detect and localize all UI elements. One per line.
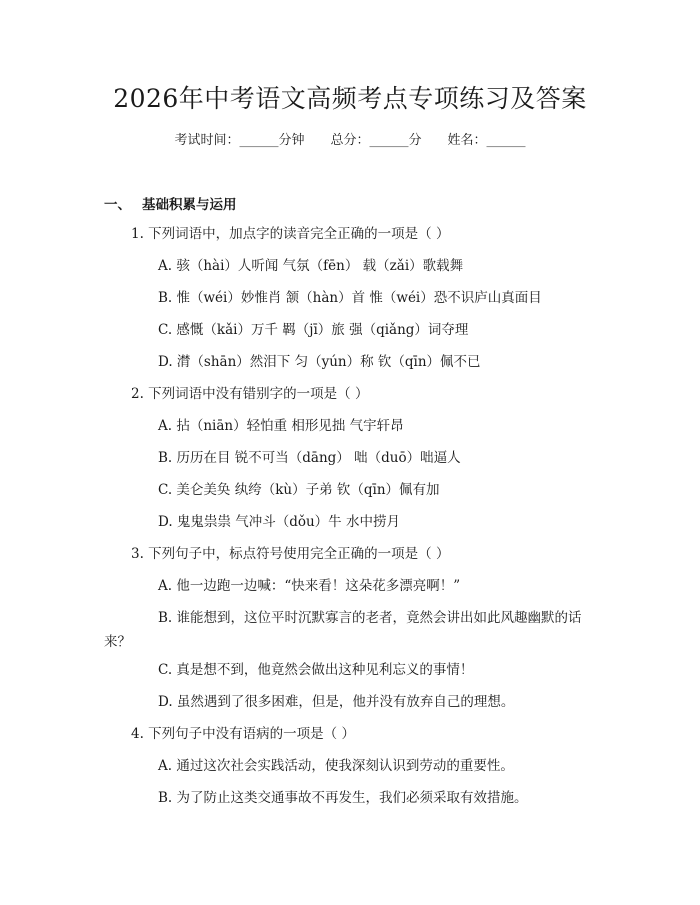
option-c: C. 真是想不到，他竟然会做出这种见利忘义的事情！ <box>158 662 474 678</box>
option-a: A. 他一边跑一边喊：“快来看！这朵花多漂亮啊！” <box>158 578 461 594</box>
option-b-continuation: 来？ <box>104 634 131 650</box>
option-c: C. 感慨（kǎi）万千 羁（jī）旅 强（qiǎng）词夺理 <box>158 322 469 338</box>
exam-name-field: 姓名：______ <box>447 133 526 148</box>
option-d: D. 鬼鬼祟祟 气冲斗（dǒu）牛 水中捞月 <box>158 514 400 530</box>
section-title: 基础积累与运用 <box>142 197 237 213</box>
option-d: D. 虽然遇到了很多困难，但是，他并没有放弃自己的理想。 <box>158 694 515 710</box>
exam-score-field: 总分：______分 <box>330 133 422 148</box>
exam-meta <box>0 131 700 151</box>
page-title: 2026年中考语文高频考点专项练习及答案 <box>113 84 587 113</box>
option-c: C. 美仑美奂 纨绔（kù）子弟 钦（qīn）佩有加 <box>158 482 440 498</box>
question-stem: 3. 下列句子中，标点符号使用完全正确的一项是（ ） <box>131 546 450 562</box>
question-stem: 4. 下列句子中没有语病的一项是（ ） <box>131 726 355 742</box>
option-b: B. 历历在目 锐不可当（dāng） 咄（duō）咄逼人 <box>158 450 461 466</box>
option-b: B. 谁能想到，这位平时沉默寡言的老者，竟然会讲出如此风趣幽默的话 <box>158 610 582 626</box>
section-heading <box>104 193 237 213</box>
option-a: A. 通过这次社会实践活动，使我深刻认识到劳动的重要性。 <box>158 758 514 774</box>
option-a: A. 拈（niān）轻怕重 相形见拙 气宇轩昂 <box>158 418 404 434</box>
exam-time-field: 考试时间：______分钟 <box>174 133 305 148</box>
section-number: 一、 <box>104 197 131 213</box>
question-stem: 2. 下列词语中没有错别字的一项是（ ） <box>131 386 369 402</box>
question-stem: 1. 下列词语中，加点字的读音完全正确的一项是（ ） <box>131 226 450 242</box>
option-b: B. 为了防止这类交通事故不再发生，我们必须采取有效措施。 <box>158 790 528 806</box>
option-a: A. 骇（hài）人听闻 气氛（fēn） 载（zǎi）歌载舞 <box>158 258 464 274</box>
option-b: B. 惟（wéi）妙惟肖 颔（hàn）首 惟（wéi）恐不识庐山真面目 <box>158 290 542 306</box>
option-d: D. 潸（shān）然泪下 匀（yún）称 钦（qīn）佩不已 <box>158 354 481 370</box>
